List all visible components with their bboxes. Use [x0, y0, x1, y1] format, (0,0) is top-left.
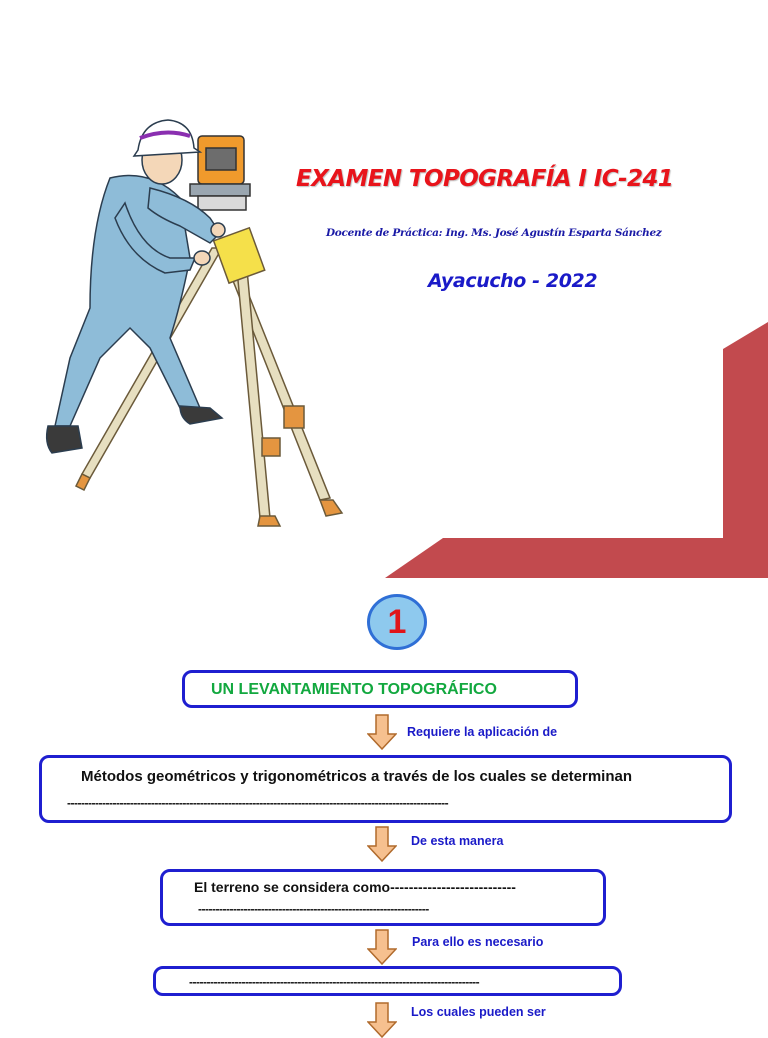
flow-box-terrain-blank: ------------------------------------------------------------------	[198, 902, 429, 916]
arrow-label-can-be: Los cuales pueden ser	[411, 1005, 546, 1019]
flow-box-terrain-text: El terreno se considera como---------------------------	[194, 879, 516, 895]
flow-box-methods	[39, 755, 732, 823]
arrow-label-this-way: De esta manera	[411, 834, 504, 848]
down-arrow-icon	[367, 1002, 397, 1038]
theodolite-icon	[190, 136, 250, 210]
question-number: 1	[387, 602, 407, 641]
flow-box-methods-text: Métodos geométricos y trigonométricos a través de los cuales se determinan	[81, 768, 633, 785]
flow-box-survey	[182, 670, 578, 708]
arrow-label-requires: Requiere la aplicación de	[407, 725, 558, 739]
down-arrow-icon	[367, 714, 397, 750]
arrow-label-necessary: Para ello es necesario	[412, 935, 544, 949]
down-arrow-icon	[367, 929, 397, 965]
down-arrow-icon	[367, 826, 397, 862]
flow-box-blank	[153, 966, 622, 996]
flow-box-methods-blank: -------------------------------------------------------------------------------------------------------------	[67, 796, 449, 810]
exam-title: EXAMEN TOPOGRAFÍA I IC-241	[296, 166, 674, 192]
flow-box-blank-text: -----------------------------------------------------------------------------------	[189, 975, 480, 989]
question-number-badge	[367, 594, 427, 650]
flow-box-survey-text: UN LEVANTAMIENTO TOPOGRÁFICO	[211, 681, 497, 698]
place-year: Ayacucho - 2022	[428, 270, 598, 292]
flow-box-terrain	[160, 869, 606, 926]
teacher-credit: Docente de Práctica: Ing. Ms. José Agustín Esparta Sánchez	[326, 227, 662, 239]
